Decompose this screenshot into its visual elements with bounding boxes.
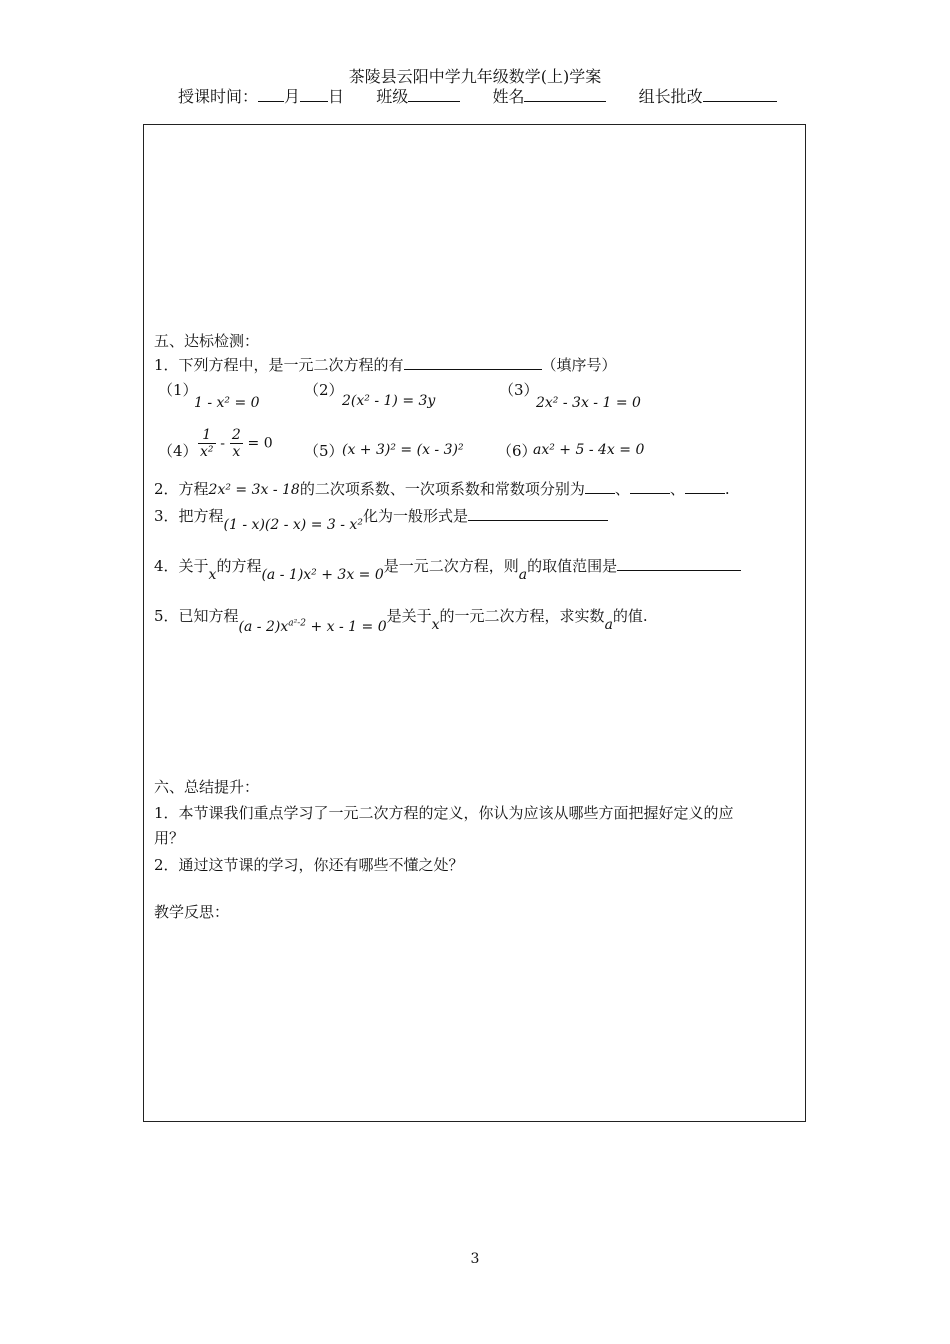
q5-eq-exponent: a²-2: [288, 618, 307, 629]
day-blank[interactable]: [300, 87, 328, 102]
q2-sep2: 、: [669, 480, 685, 498]
eq4-tail: = 0: [247, 435, 273, 452]
q2-prefix: 2．方程: [154, 480, 209, 498]
class-blank[interactable]: [408, 87, 460, 102]
q3-eq: (1 - x)(2 - x) = 3 - x²: [223, 517, 363, 533]
q1-eq1: 1 - x² = 0: [194, 395, 260, 411]
content-frame: [143, 124, 806, 1122]
q1-blank[interactable]: [404, 355, 542, 370]
reflection-label: 教学反思：: [154, 903, 230, 921]
eq4-num2: 2: [231, 427, 241, 443]
q1-text: 1．下列方程中，是一元二次方程的有: [154, 356, 404, 374]
eq4-den1: x²: [200, 444, 214, 460]
q5-prefix: 5．已知方程: [154, 607, 239, 625]
class-label: 班级: [376, 87, 409, 106]
q2-line: [154, 478, 730, 499]
q1-opt6-label: （6）: [497, 442, 537, 460]
q4-mid: 的方程: [216, 557, 262, 575]
q1-eq5: (x + 3)² = (x - 3)²: [342, 442, 464, 458]
q5-text2: 的一元二次方程，求实数: [439, 607, 605, 625]
q1-opt4-label: （4）: [158, 442, 198, 460]
q2-eq: 2x² = 3x - 18: [208, 482, 300, 498]
q2-blank1[interactable]: [585, 479, 615, 494]
q4-var2: a: [518, 567, 528, 583]
q1-opt2-label: （2）: [304, 381, 344, 399]
q5-var2: a: [604, 617, 613, 633]
q2-end: .: [724, 480, 730, 498]
q1-eq6: ax² + 5 - 4x = 0: [533, 442, 645, 458]
month-label: 月: [284, 87, 301, 106]
q1-line: [154, 354, 617, 375]
q4-text: 是一元二次方程，则: [383, 557, 519, 575]
day-label: 日: [328, 87, 345, 106]
q4-var: x: [208, 567, 217, 583]
q1-eq2: 2(x² - 1) = 3y: [342, 393, 436, 409]
section6-q1-line2: 用？: [154, 829, 185, 847]
q4-blank[interactable]: [617, 556, 741, 571]
time-label: 授课时间：: [178, 87, 259, 106]
section6-heading: 六、总结提升：: [154, 778, 260, 796]
page-number: 3: [470, 1251, 480, 1267]
q1-opt1-label: （1）: [158, 381, 198, 399]
q1-opt3-label: （3）: [499, 381, 539, 399]
q4-prefix: 4．关于: [154, 557, 209, 575]
review-blank[interactable]: [703, 87, 777, 102]
q1-eq3: 2x² - 3x - 1 = 0: [536, 395, 641, 411]
section6-q1-line1: 1．本节课我们重点学习了一元二次方程的定义，你认为应该从哪些方面把握好定义的应: [154, 804, 734, 822]
name-blank[interactable]: [524, 87, 606, 102]
section6-q2: 2．通过这节课的学习，你还有哪些不懂之处？: [154, 856, 464, 874]
page-title: 茶陵县云阳中学九年级数学(上)学案: [348, 67, 602, 86]
q3-line: [154, 505, 608, 533]
q3-text: 化为一般形式是: [362, 507, 468, 525]
name-label: 姓名: [492, 87, 525, 106]
q2-blank3[interactable]: [685, 479, 725, 494]
header-info-line: [178, 84, 777, 107]
q5-eq-b: + x - 1 = 0: [310, 619, 387, 635]
q3-blank[interactable]: [468, 506, 608, 521]
q5-line: [154, 605, 648, 635]
q1-opt5-label: （5）: [304, 442, 344, 460]
q2-blank2[interactable]: [630, 479, 670, 494]
q5-var: x: [431, 617, 440, 633]
month-blank[interactable]: [258, 87, 284, 102]
review-label: 组长批改: [638, 87, 703, 106]
q2-sep1: 、: [614, 480, 630, 498]
q5-eq-a: (a - 2)x: [238, 619, 289, 635]
q4-tail: 的取值范围是: [527, 557, 618, 575]
q3-prefix: 3．把方程: [154, 507, 224, 525]
eq4-num1: 1: [198, 427, 216, 444]
q5-text: 是关于: [386, 607, 432, 625]
q1-suffix: （填序号）: [541, 356, 617, 374]
section5-heading: 五、达标检测：: [154, 332, 260, 350]
q1-eq4: $\frac{1}{\text{x²}}$ - $\frac{2}{x}$ = 0: [200, 427, 273, 460]
eq4-den2: x: [232, 444, 241, 460]
q4-line: [154, 555, 741, 583]
q5-tail: 的值.: [612, 607, 648, 625]
q2-text: 的二次项系数、一次项系数和常数项分别为: [299, 480, 585, 498]
q4-eq: (a - 1)x² + 3x = 0: [261, 567, 384, 583]
